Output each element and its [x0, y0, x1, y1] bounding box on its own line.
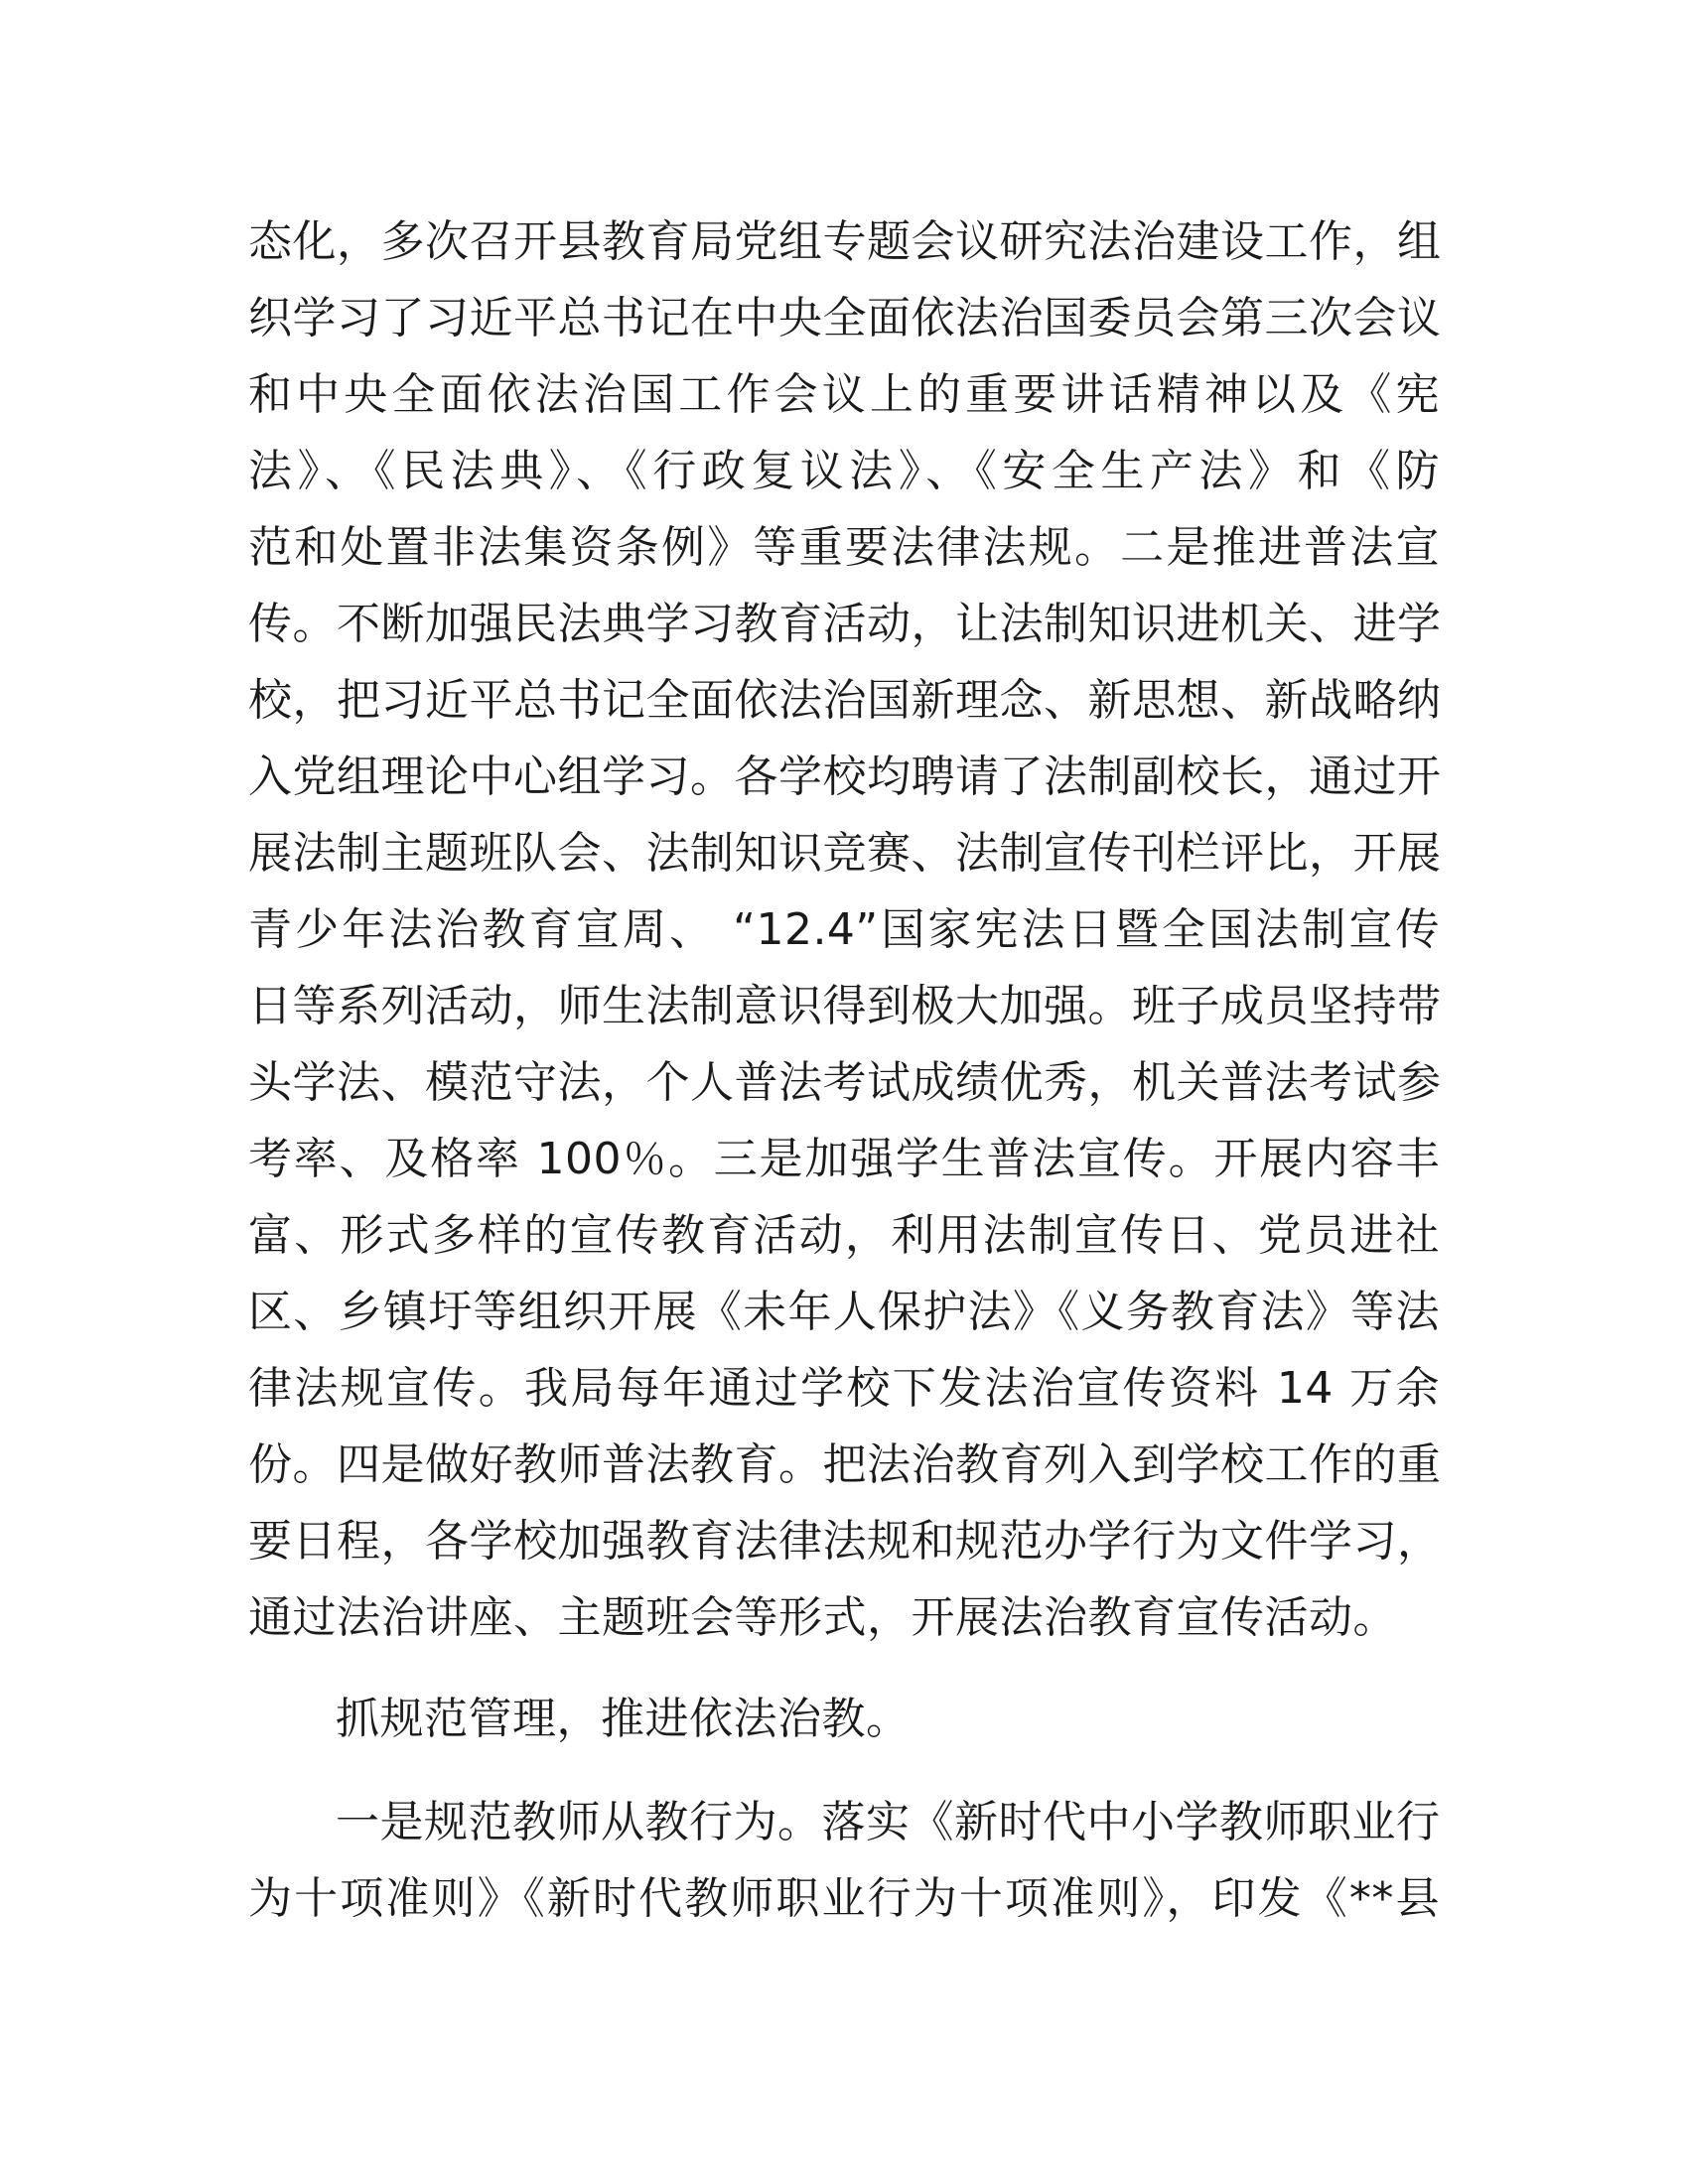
- text-line: 传。不断加强民法典学习教育活动，让法制知识进机关、进学: [248, 599, 1442, 649]
- text-line: 头学法、模范守法，个人普法考试成绩优秀，机关普法考试参: [248, 1057, 1442, 1108]
- text-line: 法》、《民法典》、《行政复议法》、《安全生产法》和《防: [248, 446, 1440, 496]
- paragraph-teacher-conduct: [248, 1784, 1440, 1937]
- text-line: 律法规宣传。我局每年通过学校下发法治宣传资料 14 万余: [248, 1363, 1440, 1414]
- text-line: 为十项准则》《新时代教师职业行为十项准则》，印发《**县: [248, 1873, 1440, 1924]
- text-line: 区、乡镇圩等组织开展《未年人保护法》《义务教育法》等法: [248, 1287, 1440, 1337]
- text-line: 富、形式多样的宣传教育活动，利用法制宣传日、党员进社: [248, 1210, 1440, 1261]
- heading-text: 抓规范管理，推进依法治教。: [336, 1694, 911, 1744]
- text-line: 份。四是做好教师普法教育。把法治教育列入到学校工作的重: [248, 1439, 1442, 1490]
- text-line: 织学习了习近平总书记在中央全面依法治国委员会第三次会议: [248, 293, 1442, 343]
- text-line: 态化，多次召开县教育局党组专题会议研究法治建设工作，组: [248, 216, 1442, 267]
- text-line: 日等系列活动，师生法制意识得到极大加强。班子成员坚持带: [248, 981, 1442, 1031]
- text-line: 范和处置非法集资条例》等重要法律法规。二是推进普法宣: [248, 522, 1440, 573]
- text-line: 通过法治讲座、主题班会等形式，开展法治教育宣传活动。: [248, 1592, 1397, 1643]
- text-line: 一是规范教师从教行为。落实《新时代中小学教师职业行: [336, 1797, 1441, 1847]
- text-line: 和中央全面依法治国工作会议上的重要讲话精神以及《宪: [248, 369, 1440, 420]
- text-line: 考率、及格率 100％。三是加强学生普法宣传。开展内容丰: [248, 1134, 1440, 1184]
- text-line: 入党组理论中心组学习。各学校均聘请了法制副校长，通过开: [248, 751, 1442, 802]
- paragraph-legal-education: [248, 204, 1440, 1656]
- text-line: 要日程，各学校加强教育法律法规和规范办学行为文件学习，: [248, 1516, 1442, 1567]
- section-heading: [248, 1681, 1440, 1757]
- text-line: 校，把习近平总书记全面依法治国新理念、新思想、新战略纳: [248, 675, 1442, 726]
- text-line: 展法制主题班队会、法制知识竞赛、法制宣传刊栏评比，开展: [248, 828, 1442, 879]
- text-line: 青少年法治教育宣周、 “12.4”国家宪法日暨全国法制宣传: [248, 904, 1440, 955]
